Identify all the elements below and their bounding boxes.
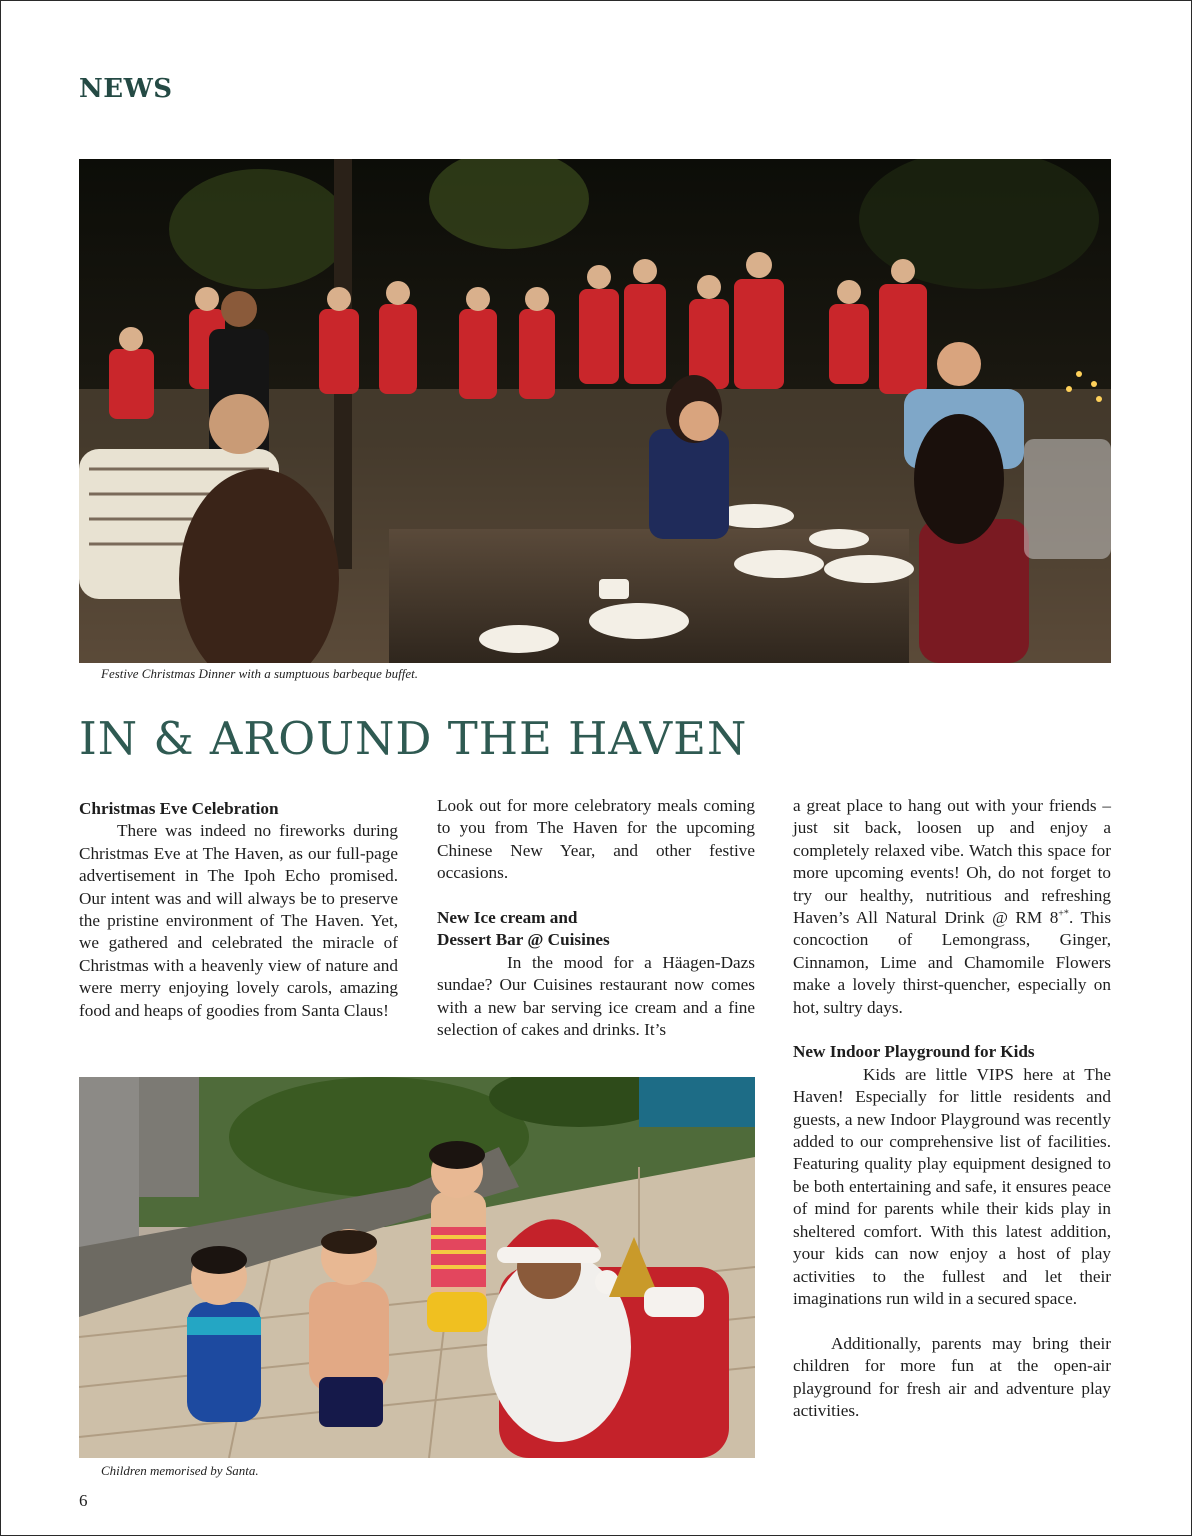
- dinner-photo: [79, 159, 1111, 663]
- santa-photo-caption: Children memorised by Santa.: [101, 1463, 259, 1478]
- article-column-3: [793, 795, 1111, 1422]
- dinner-photo-caption: Festive Christmas Dinner with a sumptuous barbeque buffet.: [101, 666, 419, 681]
- article-column-1: [79, 798, 398, 1022]
- ice-cream-heading-line2: Dessert Bar @ Cuisines: [437, 930, 610, 950]
- page-number: 6: [79, 1491, 88, 1510]
- playground-body: Kids are little VIPS here at The Haven! Especially for little residents and guests, a new Indoor Playground was recently added to our comprehensive list of facilities. Featuring quality play equipment designed to be both entertaining and safe, it ensures peace of mind for parents while their kids play in sheltered comfort. With this latest addition, your kids can now enjoy a host of play activities to the fullest and let their imaginations run wild in a secured space.: [793, 1064, 1111, 1308]
- dinner-photo-illustration: [79, 159, 1111, 663]
- article-column-2: [437, 795, 755, 1041]
- drink-paragraph: [793, 795, 1111, 1019]
- drink-paragraph-part1: a great place to hang out with your friends – just sit back, loosen up and enjoy a completely relaxed vibe. Watch this space for more upcoming events! Oh, do not forget to try our healthy, nutritious and refreshing Haven’s All Natural Drink @ RM 8: [793, 796, 1111, 928]
- price-superscript: +*: [1058, 908, 1069, 920]
- drink-paragraph-part2: . This concoction of Lemongrass, Ginger, Cinnamon, Lime and Chamomile Flowers make a lovely thirst-quencher, especially on hot, sultry days.: [793, 908, 1112, 1017]
- ice-cream-body: In the mood for a Häagen-Dazs sundae? Our Cuisines restaurant now comes with a new bar serving ice cream and a fine selection of cakes and drinks. It’s: [437, 952, 755, 1040]
- christmas-eve-heading: Christmas Eve Celebration: [79, 799, 279, 818]
- article-headline: IN & AROUND THE HAVEN: [79, 712, 748, 765]
- santa-photo-illustration: [79, 1077, 755, 1458]
- ice-cream-heading-line1: New Ice cream and: [437, 908, 578, 928]
- section-label: NEWS: [79, 74, 173, 104]
- santa-photo: [79, 1077, 755, 1458]
- playground-heading: New Indoor Playground for Kids: [793, 1042, 1035, 1062]
- open-air-playground-paragraph: Additionally, parents may bring their children for more fun at the open-air playground for fresh air and adventure play activities.: [793, 1333, 1111, 1420]
- celebratory-meals-paragraph: Look out for more celebratory meals coming to you from The Haven for the upcoming Chinese New Year, and other festive occasions.: [437, 796, 755, 883]
- christmas-eve-body: There was indeed no fireworks during Christmas Eve at The Haven, as our full-page advertisement in The Ipoh Echo promised. Our intent was and will always be to preserve the pristine environment of The Haven. Yet, we gathered and celebrated the miracle of Christmas with a heavenly view of nature and were merry enjoying lovely carols, amazing food and heaps of goodies from Santa Claus!: [79, 821, 398, 1020]
